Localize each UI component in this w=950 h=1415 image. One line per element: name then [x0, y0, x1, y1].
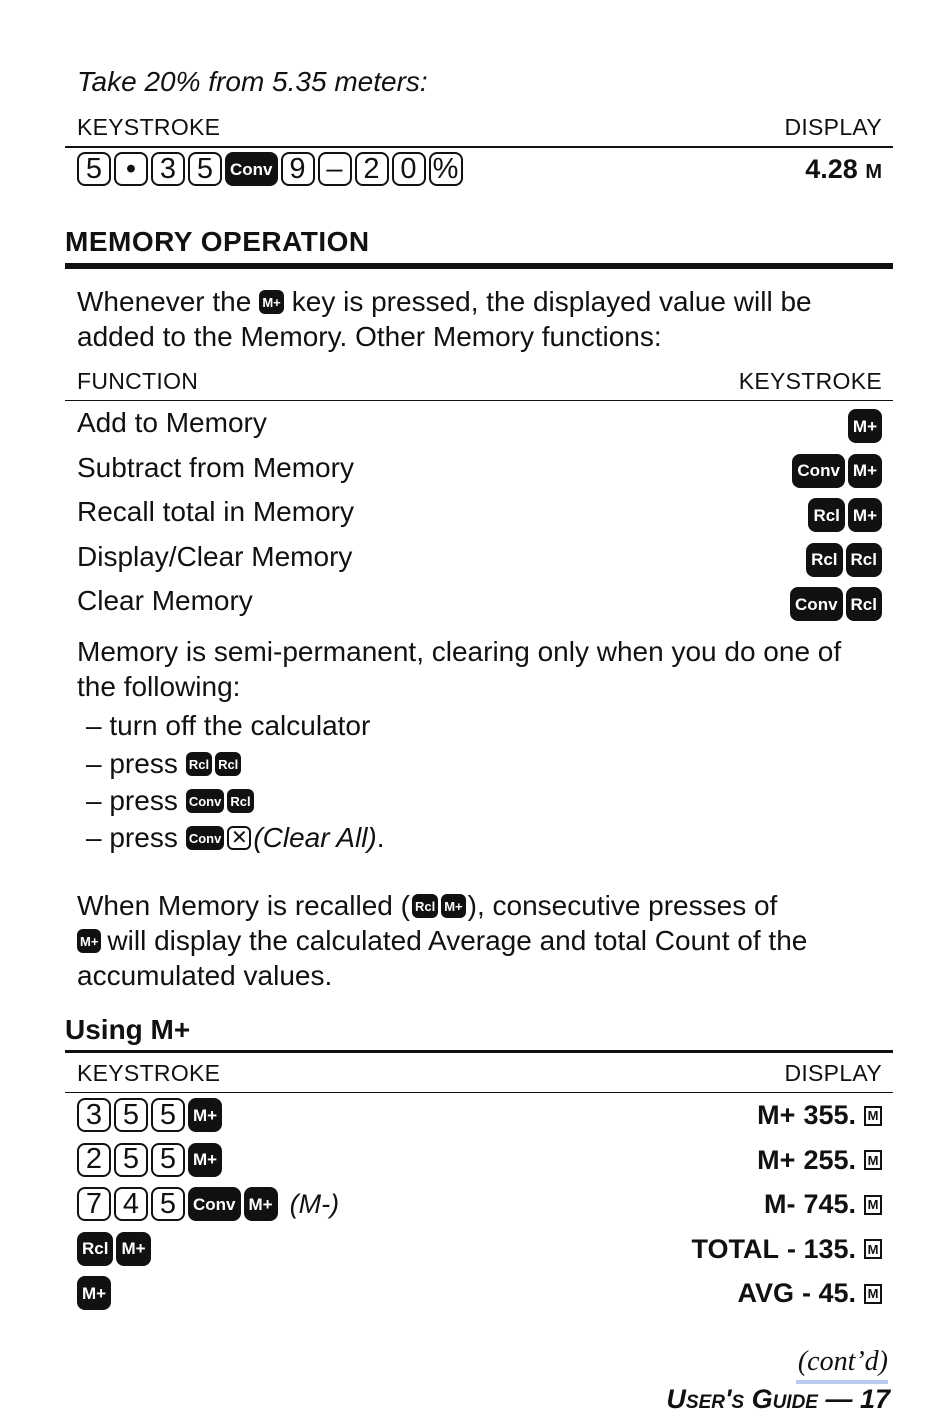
display-unit: M: [865, 161, 882, 183]
display-label: M+: [757, 1100, 796, 1130]
rcl-key-icon: Rcl: [215, 752, 241, 776]
m-plus-key-icon: M+: [848, 498, 882, 532]
function-keystroke: [848, 409, 882, 443]
rcl-key-icon: Rcl: [808, 498, 844, 532]
table1-keys: [77, 152, 463, 186]
table1-rule: [65, 146, 893, 148]
conv-key-icon: Conv: [790, 587, 843, 621]
rcl-key-icon: Rcl: [846, 587, 882, 621]
table-row-display: [757, 1145, 882, 1176]
table2-rule: [65, 400, 893, 401]
digit-7-key-icon: 7: [77, 1187, 111, 1221]
digit-3-key-icon: 3: [151, 152, 185, 186]
conv-key-icon: Conv: [186, 826, 225, 850]
clear-all-note: (Clear All): [253, 822, 377, 853]
function-keystroke: [790, 587, 882, 621]
m-plus-key-icon: M+: [188, 1143, 222, 1177]
m-plus-key-icon: M+: [848, 409, 882, 443]
display-value: - 135.: [786, 1233, 856, 1264]
keystroke-note: (M-): [289, 1188, 340, 1219]
function-header: FUNCTION: [77, 368, 199, 394]
multiply-key-icon: ✕: [227, 826, 251, 850]
digit-5-key-icon: 5: [188, 152, 222, 186]
display-label: M-: [763, 1189, 796, 1219]
display-value: 745.: [803, 1189, 856, 1219]
conv-key-icon: Conv: [225, 152, 278, 186]
display-header: DISPLAY: [784, 114, 882, 140]
display-value: - 45.: [801, 1278, 856, 1308]
keystroke-header: KEYSTROKE: [77, 114, 221, 140]
memory-indicator-icon: M: [864, 1150, 882, 1170]
m-plus-key-icon: M+: [77, 1276, 111, 1310]
function-label: Subtract from Memory: [77, 451, 354, 483]
table3-rule: [65, 1092, 893, 1093]
decimal-key-icon: •: [114, 152, 148, 186]
condition-text: – press: [86, 785, 178, 816]
para3-line2: [77, 925, 807, 957]
m-plus-key-icon: M+: [188, 1098, 222, 1132]
para1-before: Whenever the: [77, 286, 252, 317]
m-plus-key-icon: M+: [259, 290, 283, 314]
function-label: Clear Memory: [77, 585, 253, 616]
function-keystroke: [808, 498, 882, 532]
contd-text: (cont’d): [797, 1346, 888, 1377]
conv-key-icon: Conv: [792, 454, 845, 488]
table-row-keystroke: [77, 1143, 222, 1177]
minus-key-icon: –: [318, 152, 352, 186]
digit-2-key-icon: 2: [77, 1143, 111, 1177]
digit-5-key-icon: 5: [114, 1143, 148, 1177]
digit-5-key-icon: 5: [151, 1143, 185, 1177]
display-label: TOTAL: [691, 1233, 779, 1264]
para2-line2: the following:: [77, 671, 241, 702]
para1-line2: added to the Memory. Other Memory functions:: [77, 321, 662, 352]
rcl-key-icon: Rcl: [186, 752, 212, 776]
para3-l2-after: will display the calculated Average and total Count of the: [107, 925, 808, 956]
para3-l1-after: ), consecutive presses of: [467, 890, 778, 921]
conv-key-icon: Conv: [186, 789, 225, 813]
digit-5-key-icon: 5: [151, 1098, 185, 1132]
memory-indicator-icon: M: [864, 1106, 882, 1126]
rcl-key-icon: Rcl: [846, 543, 882, 577]
table-row-display: [691, 1234, 882, 1265]
table-row-keystroke: [77, 1187, 339, 1221]
period: .: [376, 822, 385, 853]
rcl-key-icon: Rcl: [412, 894, 438, 918]
rcl-key-icon: Rcl: [806, 543, 842, 577]
condition-text: – press: [86, 822, 178, 853]
m-plus-key-icon: M+: [116, 1232, 150, 1266]
digit-4-key-icon: 4: [114, 1187, 148, 1221]
table-row-display: [737, 1278, 882, 1309]
function-keystroke: [792, 454, 882, 488]
display-label: AVG: [737, 1278, 794, 1308]
condition-text: – turn off the calculator: [86, 710, 371, 741]
table-row-display: [764, 1189, 882, 1220]
para1-line1: [77, 286, 812, 318]
para3-line3: accumulated values.: [77, 960, 333, 991]
keystroke-header-3: KEYSTROKE: [77, 1060, 221, 1086]
memory-indicator-icon: M: [864, 1284, 882, 1304]
m-plus-key-icon: M+: [244, 1187, 278, 1221]
digit-9-key-icon: 9: [281, 152, 315, 186]
table3-top-rule: [65, 1050, 893, 1053]
rcl-key-icon: Rcl: [227, 789, 253, 813]
function-keystroke: [806, 543, 882, 577]
digit-5-key-icon: 5: [77, 152, 111, 186]
digit-0-key-icon: 0: [392, 152, 426, 186]
display-header-3: DISPLAY: [784, 1060, 882, 1086]
m-plus-key-icon: M+: [848, 454, 882, 488]
function-label: Recall total in Memory: [77, 496, 354, 527]
function-label: Add to Memory: [77, 407, 267, 438]
para1-after: key is pressed, the displayed value will be: [291, 286, 812, 317]
digit-2-key-icon: 2: [355, 152, 389, 186]
digit-5-key-icon: 5: [151, 1187, 185, 1221]
percent-key-icon: %: [429, 152, 463, 186]
m-plus-key-icon: M+: [441, 894, 465, 918]
table-row-keystroke: [77, 1232, 151, 1266]
para3-line1: [77, 890, 777, 922]
display-value: 4.28: [805, 154, 858, 184]
memory-indicator-icon: M: [864, 1239, 882, 1259]
condition-text: – press: [86, 748, 178, 779]
display-value: 255.: [803, 1144, 856, 1175]
display-value: 355.: [803, 1100, 856, 1130]
table-row-display: [757, 1100, 882, 1131]
memory-clear-condition: [86, 710, 370, 742]
conv-key-icon: Conv: [188, 1187, 241, 1221]
digit-3-key-icon: 3: [77, 1098, 111, 1132]
table-row-keystroke: [77, 1276, 111, 1310]
table-row-keystroke: [77, 1098, 222, 1132]
display-label: M+: [757, 1144, 796, 1175]
digit-5-key-icon: 5: [114, 1098, 148, 1132]
memory-indicator-icon: M: [864, 1195, 882, 1215]
memory-clear-condition: [86, 822, 385, 854]
page-footer: User's Guide — 17: [666, 1384, 890, 1414]
para2-line1: Memory is semi-permanent, clearing only when you do one of: [77, 636, 842, 667]
keystroke-header-2: KEYSTROKE: [738, 368, 882, 394]
table1-display: [805, 154, 882, 185]
memory-clear-condition: [86, 785, 254, 817]
m-plus-key-icon: M+: [77, 929, 101, 953]
example-intro: Take 20% from 5.35 meters:: [77, 66, 428, 97]
using-mplus-title: Using M+: [65, 1014, 191, 1045]
section-rule: [65, 263, 893, 269]
rcl-key-icon: Rcl: [77, 1232, 113, 1266]
function-label: Display/Clear Memory: [77, 540, 353, 572]
memory-clear-condition: [86, 748, 241, 780]
para3-l1-before: When Memory is recalled (: [77, 890, 410, 921]
continued-note: [798, 1346, 888, 1378]
section-title: MEMORY OPERATION: [65, 226, 370, 257]
